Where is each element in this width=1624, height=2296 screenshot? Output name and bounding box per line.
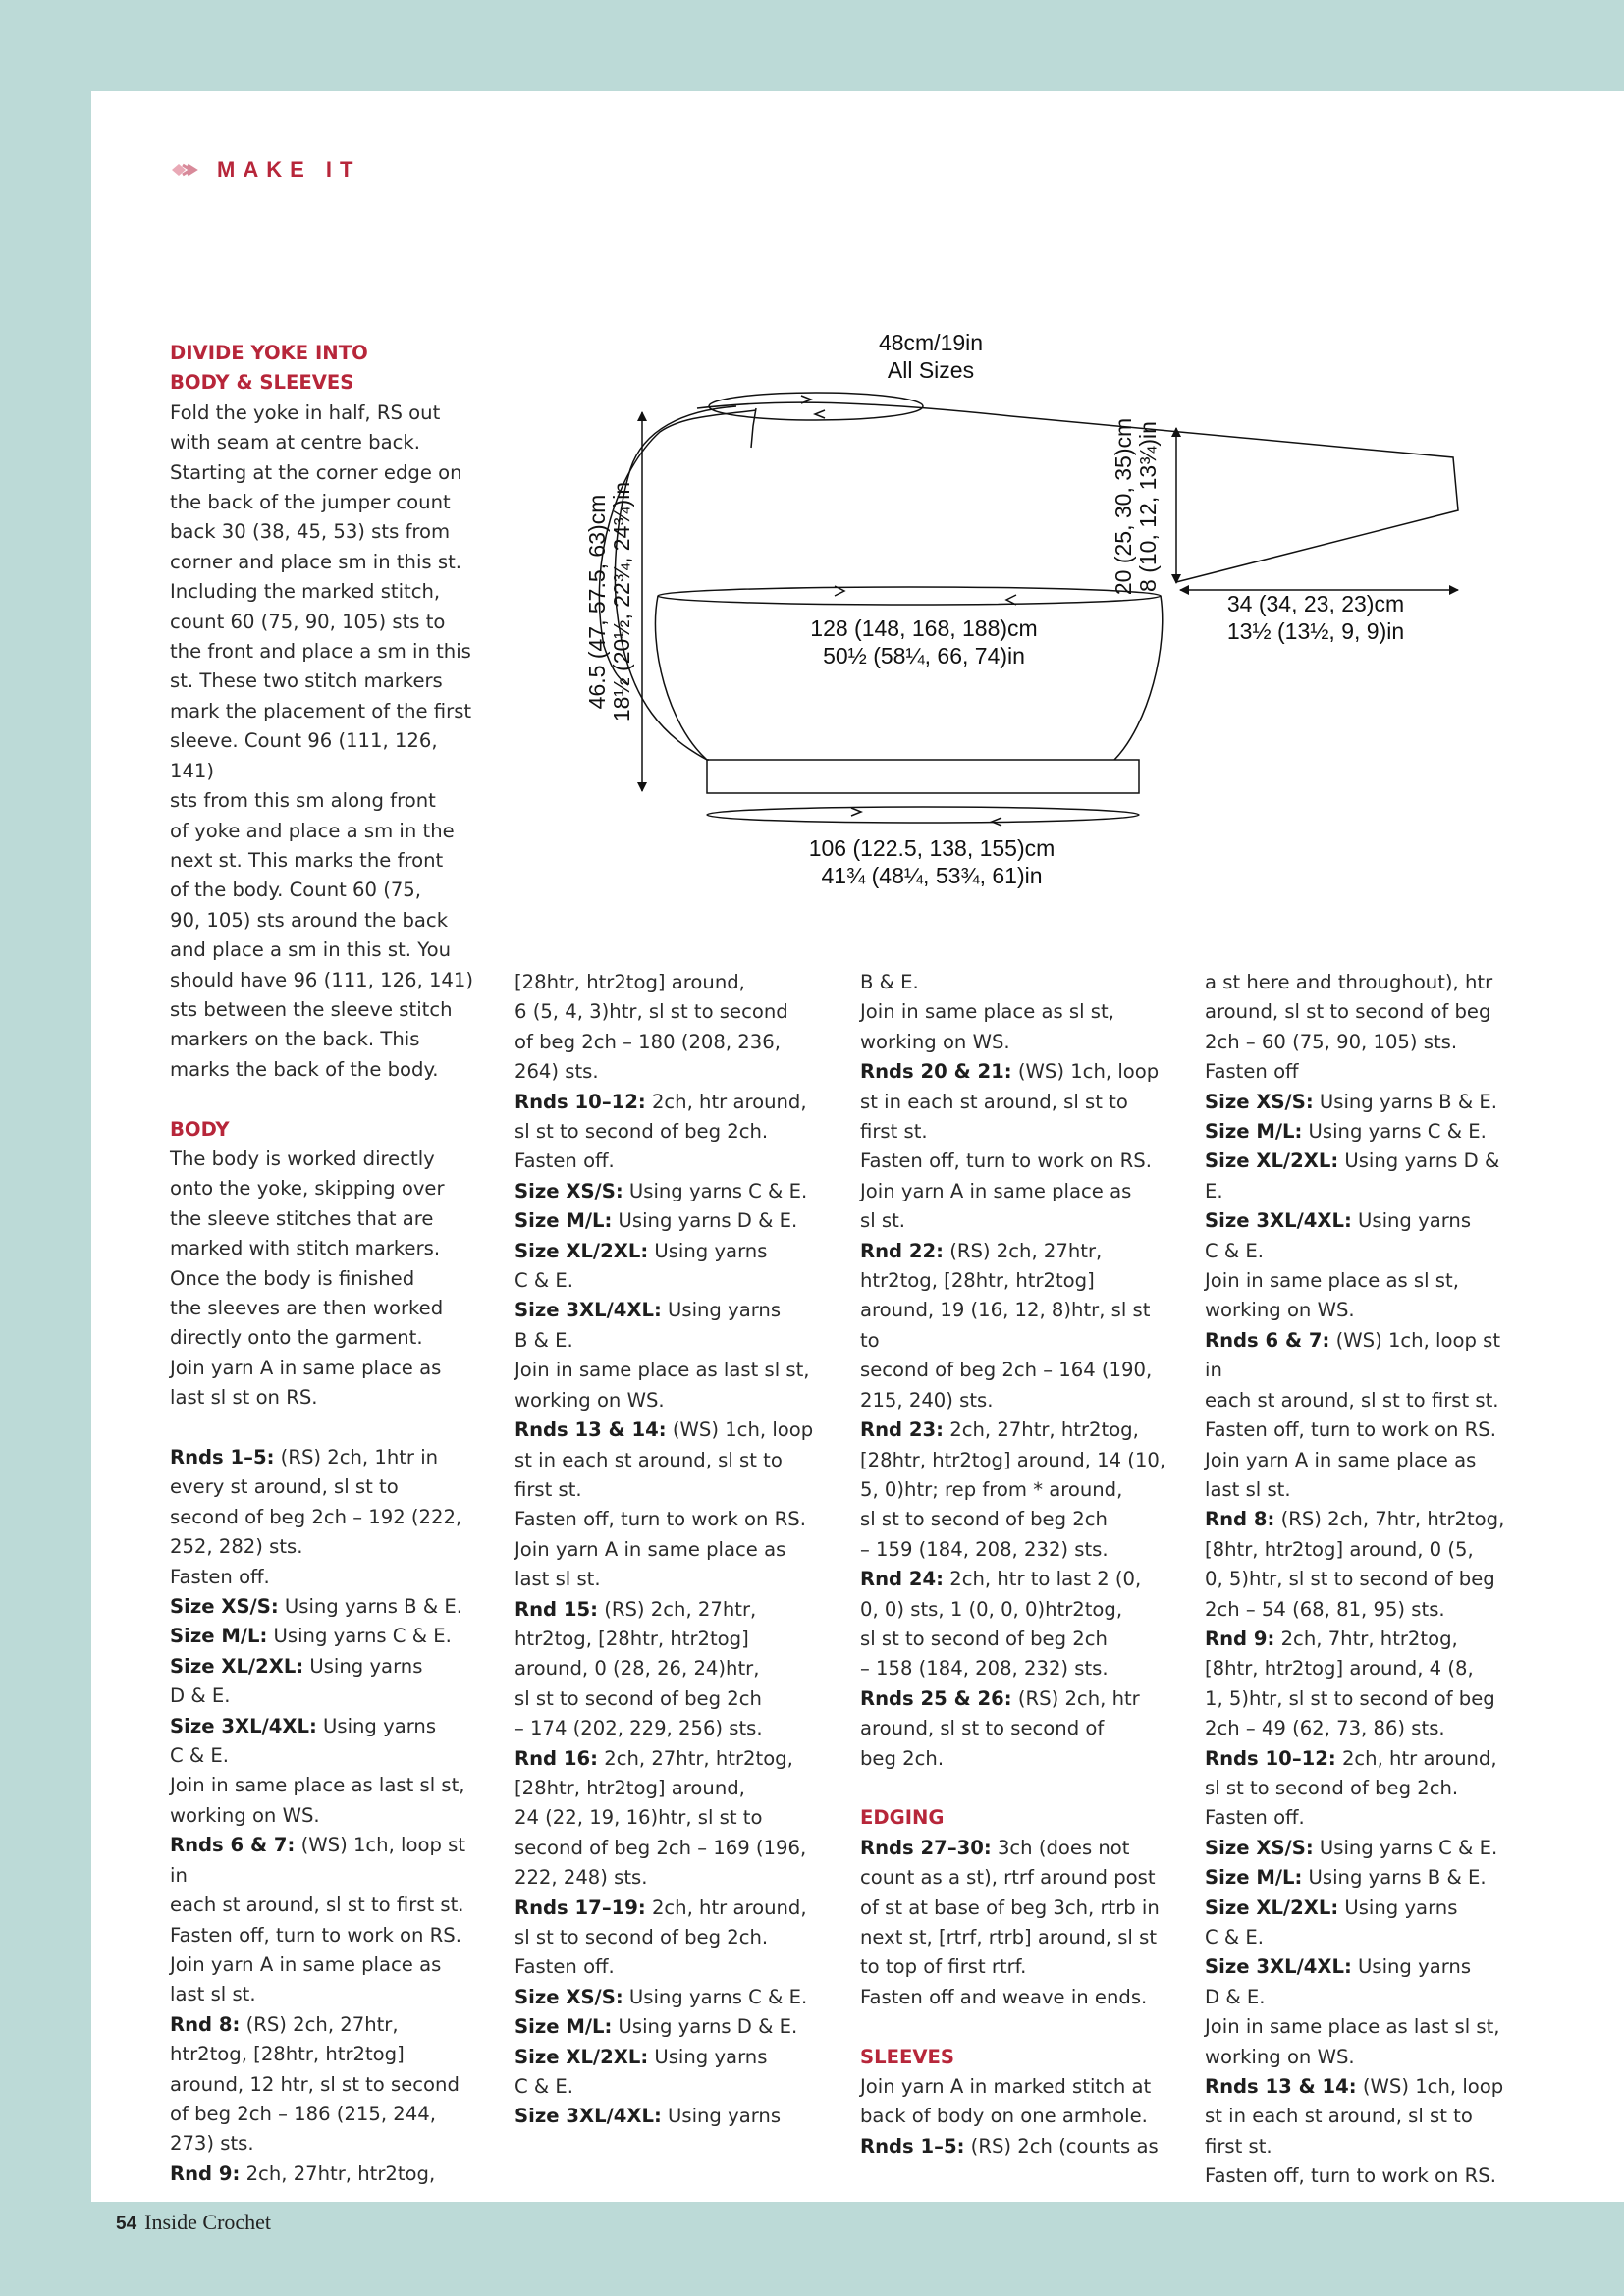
pattern-line (514, 2043, 829, 2072)
section-header (172, 155, 360, 185)
pattern-line: sl st to second of beg 2ch. (1205, 1776, 1459, 1799)
instruction-label: Size XL/2XL: (1205, 1149, 1339, 1173)
pattern-line: the sleeve stitches that are (170, 1206, 434, 1230)
instruction-label: Rnd 8: (170, 2012, 241, 2036)
instruction-label: Size 3XL/4XL: (170, 1714, 317, 1737)
pattern-line: every st around, sl st to (170, 1475, 399, 1499)
instruction-label: Size XL/2XL: (1205, 1896, 1339, 1919)
pattern-line (514, 1177, 829, 1206)
pattern-line: working on WS. (860, 1030, 1010, 1053)
pattern-line: Including the marked stitch, (170, 580, 441, 604)
pattern-line: htr2tog, [28htr, htr2tog] (860, 1269, 1095, 1293)
pattern-line: Fasten off. (1205, 1806, 1305, 1830)
double-arrow-icon (172, 162, 201, 178)
pattern-line: 1, 5)htr, sl st to second of beg (1205, 1686, 1495, 1710)
instruction-label: Size 3XL/4XL: (514, 2105, 662, 2128)
instruction-label: Rnds 13 & 14: (1205, 2075, 1357, 2099)
pattern-line: 215, 240) sts. (860, 1388, 994, 1412)
pattern-line: around, 0 (28, 26, 24)htr, (514, 1657, 760, 1681)
spacer (170, 1414, 476, 1443)
jumper-schematic (550, 322, 1473, 896)
pattern-line: working on WS. (1205, 1299, 1355, 1322)
pattern-line: htr2tog, [28htr, htr2tog] (514, 1627, 749, 1650)
pattern-line (860, 1834, 1166, 1863)
pattern-line: marked with stitch markers. (170, 1237, 441, 1260)
pattern-line (1205, 1088, 1511, 1117)
instruction-label: Rnds 13 & 14: (514, 1418, 667, 1442)
sleeve-label-cm: 34 (34, 23, 23)cm (1226, 591, 1405, 616)
instruction-label: Rnd 9: (170, 2162, 241, 2185)
instruction-text: (RS) 2ch, 27htr, (598, 1597, 757, 1621)
pattern-line: Fasten off, turn to work on RS. (170, 1923, 461, 1947)
pattern-line: next st. This marks the front (170, 848, 444, 872)
pattern-line: last sl st on RS. (170, 1386, 318, 1410)
pattern-line: onto the yoke, skipping over (170, 1177, 445, 1201)
pattern-line: sts between the sleeve stitch (170, 997, 453, 1021)
pattern-line: around, sl st to second of (860, 1717, 1105, 1740)
pattern-line: corner and place sm in this st. (170, 550, 461, 573)
pattern-line: directly onto the garment. (170, 1326, 423, 1350)
pattern-line (514, 1595, 829, 1625)
instruction-label: Size 3XL/4XL: (1205, 1955, 1352, 1979)
instruction-label: Size M/L: (170, 1625, 268, 1648)
length-label-cm: 46.5 (47, 57.5, 63)cm (584, 494, 610, 710)
instruction-text: 2ch, htr to last 2 (0, (944, 1568, 1142, 1591)
pattern-line: 24 (22, 19, 16)htr, sl st to (514, 1806, 763, 1830)
hem-label-cm: 106 (122.5, 138, 155)cm (808, 835, 1056, 861)
neck-label-1: 48cm/19in (878, 330, 984, 355)
pattern-line (514, 1894, 829, 1923)
instruction-text: 2ch, 27htr, htr2tog, (240, 2162, 436, 2185)
pattern-line (1205, 1147, 1511, 1206)
magazine-name: Inside Crochet (144, 2210, 272, 2234)
pattern-line: C & E. (170, 1744, 230, 1768)
sleeve-label-in: 13½ (13½, 9, 9)in (1226, 618, 1405, 644)
pattern-line (1205, 1206, 1511, 1236)
pattern-line: and place a sm in this st. You (170, 938, 451, 962)
pattern-line (860, 1057, 1166, 1087)
pattern-line: last sl st. (1205, 1477, 1291, 1501)
pattern-line: D & E. (170, 1684, 231, 1708)
pattern-line (170, 1831, 476, 1891)
pattern-line: B & E. (514, 1328, 573, 1352)
pattern-line (170, 1622, 476, 1651)
pattern-line (514, 2012, 829, 2042)
instruction-text: Using yarns C & E. (267, 1625, 452, 1648)
pattern-line (1205, 1744, 1511, 1774)
pattern-line (514, 1296, 829, 1325)
instruction-text: 2ch, 27htr, htr2tog, (944, 1418, 1139, 1442)
instruction-text: 3ch (does not (991, 1836, 1130, 1859)
instruction-label: Size 3XL/4XL: (514, 1299, 662, 1322)
pattern-line: markers on the back. This (170, 1028, 420, 1051)
instruction-label: Rnds 6 & 7: (1205, 1328, 1330, 1352)
spacer (860, 1774, 1166, 1803)
instruction-text: 2ch, htr around, (1335, 1746, 1497, 1770)
instruction-text: Using yarns D & E. (612, 2015, 798, 2039)
pattern-line: second of beg 2ch – 169 (196, (514, 1836, 807, 1859)
instruction-label: Rnds 20 & 21: (860, 1060, 1012, 1084)
pattern-line (514, 2102, 829, 2131)
armhole-label-in: 8 (10, 12, 13¾)in (1135, 421, 1161, 592)
pattern-line: st in each st around, sl st to (514, 1448, 783, 1471)
pattern-line: st in each st around, sl st to (1205, 2105, 1473, 2128)
pattern-line: Join in same place as last sl st, (514, 1359, 810, 1382)
pattern-line: beg 2ch. (860, 1746, 945, 1770)
pattern-line: – 159 (184, 208, 232) sts. (860, 1537, 1109, 1561)
pattern-line: second of beg 2ch – 192 (222, (170, 1505, 462, 1528)
pattern-line: of beg 2ch – 180 (208, 236, (514, 1030, 781, 1053)
pattern-line (514, 1206, 829, 1236)
pattern-line (1205, 1117, 1511, 1147)
pattern-line (1205, 1894, 1511, 1923)
pattern-line: last sl st. (514, 1568, 601, 1591)
pattern-line: htr2tog, [28htr, htr2tog] (170, 2043, 405, 2066)
instruction-label: Size M/L: (1205, 1866, 1303, 1890)
pattern-line: working on WS. (514, 1388, 665, 1412)
pattern-line (170, 1592, 476, 1622)
pattern-line: Fasten off and weave in ends. (860, 1985, 1148, 2008)
pattern-line: [28htr, htr2tog] around, (514, 971, 745, 993)
instruction-label: Rnd 22: (860, 1239, 944, 1262)
instruction-text: (RS) 2ch, htr (1011, 1686, 1140, 1710)
instruction-label: Rnds 25 & 26: (860, 1686, 1012, 1710)
instruction-label: Size M/L: (1205, 1120, 1303, 1144)
instruction-label: Rnd 9: (1205, 1627, 1275, 1650)
instruction-label: Rnds 1–5: (860, 2134, 965, 2158)
pattern-line: each st around, sl st to first st. (1205, 1388, 1499, 1412)
pattern-line (170, 2010, 476, 2040)
pattern-line: Fasten off, turn to work on RS. (1205, 2164, 1496, 2188)
instruction-label: Size XS/S: (514, 1985, 623, 2008)
pattern-line (170, 1652, 476, 1682)
instruction-text: (WS) 1ch, loop (1356, 2075, 1504, 2099)
pattern-line: [28htr, htr2tog] around, (514, 1776, 745, 1799)
pattern-line: 0, 5)htr, sl st to second of beg (1205, 1568, 1495, 1591)
instruction-label: Size XS/S: (170, 1595, 279, 1619)
pattern-line: Fasten off, turn to work on RS. (514, 1508, 806, 1531)
instruction-text: (WS) 1ch, loop st in (1205, 1328, 1501, 1382)
pattern-line: B & E. (860, 971, 919, 993)
instruction-text: Using yarns B & E. (278, 1595, 462, 1619)
text-column-2 (514, 968, 829, 2132)
instruction-text: Using yarns (648, 1239, 768, 1262)
instruction-text: Using yarns (1351, 1955, 1472, 1979)
instruction-text: (WS) 1ch, loop (666, 1418, 814, 1442)
instruction-label: Size XS/S: (1205, 1836, 1314, 1859)
pattern-line: working on WS. (1205, 2045, 1355, 2068)
pattern-line: 2ch – 49 (62, 73, 86) sts. (1205, 1717, 1445, 1740)
instruction-text: (RS) 2ch (counts as (964, 2134, 1159, 2158)
instruction-text: Using yarns (1351, 1209, 1472, 1233)
pattern-line: C & E. (1205, 1239, 1265, 1262)
instruction-text: (WS) 1ch, loop (1011, 1060, 1160, 1084)
pattern-line: Once the body is finished (170, 1266, 415, 1290)
instruction-label: Rnd 23: (860, 1418, 944, 1442)
pattern-line: sl st. (860, 1209, 905, 1233)
pattern-line: marks the back of the body. (170, 1057, 439, 1081)
pattern-line: Join in same place as sl st, (1205, 1269, 1459, 1293)
pattern-line: Join yarn A in same place as (514, 1537, 786, 1561)
instruction-label: Size M/L: (514, 1209, 613, 1233)
section-heading: EDGING (860, 1806, 945, 1830)
instruction-text: Using yarns C & E. (1302, 1120, 1487, 1144)
page-footer (116, 2210, 271, 2235)
pattern-line (1205, 1834, 1511, 1863)
pattern-line (170, 1712, 476, 1741)
pattern-line: Join in same place as sl st, (860, 1000, 1114, 1024)
pattern-line: count as a st), rtrf around post (860, 1866, 1156, 1890)
pattern-line (1205, 1326, 1511, 1386)
pattern-line: sleeve. Count 96 (111, 126, 141) (170, 729, 438, 782)
text-column-4 (1205, 968, 1511, 2192)
neck-label-2: All Sizes (887, 357, 975, 383)
pattern-line: D & E. (1205, 1985, 1266, 2008)
pattern-line: of beg 2ch – 186 (215, 244, (170, 2102, 436, 2125)
pattern-line: with seam at centre back. (170, 431, 420, 454)
pattern-line: the sleeves are then worked (170, 1296, 444, 1319)
pattern-line: sl st to second of beg 2ch. (514, 1120, 769, 1144)
instruction-text: Using yarns B & E. (1302, 1866, 1487, 1890)
pattern-line: Join yarn A in same place as (1205, 1448, 1477, 1471)
pattern-line: sts from this sm along front (170, 789, 436, 813)
pattern-line: count 60 (75, 90, 105) sts to (170, 610, 446, 633)
instruction-label: Size XS/S: (514, 1179, 623, 1202)
instruction-text: (RS) 2ch, 27htr, (240, 2012, 399, 2036)
pattern-line: first st. (860, 1120, 928, 1144)
pattern-line: 273) sts. (170, 2132, 254, 2156)
pattern-line: each st around, sl st to first st. (170, 1894, 464, 1917)
instruction-label: Size XS/S: (1205, 1090, 1314, 1113)
instruction-label: Rnds 17–19: (514, 1896, 646, 1919)
section-heading: DIVIDE YOKE INTO (170, 342, 368, 364)
text-column-1 (170, 339, 476, 2189)
instruction-text: Using yarns (661, 1299, 782, 1322)
pattern-line: st in each st around, sl st to (860, 1090, 1128, 1113)
pattern-line: sl st to second of beg 2ch (860, 1508, 1108, 1531)
instruction-text: Using yarns C & E. (1313, 1836, 1498, 1859)
pattern-line: 0, 0) sts, 1 (0, 0, 0)htr2tog, (860, 1597, 1123, 1621)
instruction-text: Using yarns C & E. (623, 1985, 808, 2008)
instruction-text: (WS) 1ch, loop st in (170, 1834, 466, 1887)
instruction-text: 2ch, 7htr, htr2tog, (1274, 1627, 1458, 1650)
spacer (170, 1085, 476, 1114)
section-heading: SLEEVES (860, 2045, 955, 2068)
pattern-line (514, 1088, 829, 1117)
pattern-line: 252, 282) sts. (170, 1535, 303, 1559)
pattern-line: sl st to second of beg 2ch (860, 1627, 1108, 1650)
instruction-label: Size 3XL/4XL: (1205, 1209, 1352, 1233)
pattern-line: of the body. Count 60 (75, (170, 879, 421, 902)
pattern-line (1205, 1952, 1511, 1982)
pattern-line: Join in same place as last sl st, (1205, 2015, 1500, 2039)
pattern-line: Fasten off (1205, 1060, 1299, 1084)
pattern-line: back of body on one armhole. (860, 2105, 1148, 2128)
pattern-line: around, sl st to second of beg (1205, 1000, 1491, 1024)
pattern-line (860, 1415, 1166, 1445)
chest-label-in: 50½ (58¼, 66, 74)in (823, 643, 1025, 668)
pattern-line: first st. (514, 1477, 582, 1501)
instruction-label: Rnd 15: (514, 1597, 598, 1621)
instruction-text: Using yarns (316, 1714, 437, 1737)
pattern-line: Join yarn A in same place as (860, 1179, 1132, 1202)
pattern-line: the back of the jumper count (170, 491, 451, 514)
pattern-line: Fasten off, turn to work on RS. (860, 1149, 1152, 1173)
pattern-line: the front and place a sm in this (170, 640, 471, 664)
instruction-text: 2ch, 27htr, htr2tog, (598, 1746, 793, 1770)
instruction-label: Rnd 8: (1205, 1508, 1275, 1531)
pattern-line (514, 1744, 829, 1774)
pattern-line: Fasten off. (170, 1565, 270, 1588)
instruction-text: Using yarns (303, 1654, 423, 1678)
pattern-line: working on WS. (170, 1803, 320, 1827)
pattern-line: 264) sts. (514, 1060, 599, 1084)
pattern-line: Join in same place as last sl st, (170, 1774, 465, 1797)
pattern-line: st. These two stitch markers (170, 669, 443, 693)
pattern-line: 5, 0)htr; rep from * around, (860, 1477, 1123, 1501)
hem-label-in: 41¾ (48¼, 53¾, 61)in (821, 863, 1043, 888)
instruction-label: Size XL/2XL: (514, 1239, 649, 1262)
instruction-label: Rnds 10–12: (1205, 1746, 1336, 1770)
pattern-line: C & E. (514, 2075, 574, 2099)
pattern-line: back 30 (38, 45, 53) sts from (170, 520, 451, 544)
instruction-text: (RS) 2ch, 7htr, htr2tog, (1274, 1508, 1505, 1531)
instruction-text: 2ch, htr around, (645, 1090, 807, 1113)
instruction-label: Rnds 10–12: (514, 1090, 646, 1113)
armhole-label-cm: 20 (25, 30, 35)cm (1110, 417, 1136, 596)
instruction-label: Rnd 16: (514, 1746, 598, 1770)
pattern-line (1205, 2072, 1511, 2102)
instruction-text: (RS) 2ch, 27htr, (944, 1239, 1103, 1262)
pattern-line: of yoke and place a sm in the (170, 819, 455, 842)
pattern-line: mark the placement of the first (170, 699, 472, 722)
instruction-label: Size M/L: (514, 2015, 613, 2039)
pattern-line: sl st to second of beg 2ch. (514, 1926, 769, 1949)
pattern-line (514, 1237, 829, 1266)
text-column-3 (860, 968, 1166, 2162)
instruction-text: Using yarns (1338, 1896, 1458, 1919)
pattern-line (170, 2160, 476, 2189)
pattern-line: sl st to second of beg 2ch (514, 1686, 762, 1710)
pattern-line (860, 1684, 1166, 1714)
pattern-line: C & E. (514, 1269, 574, 1293)
pattern-line: Starting at the corner edge on (170, 460, 462, 484)
pattern-line: 90, 105) sts around the back (170, 908, 449, 932)
pattern-line: – 174 (202, 229, 256) sts. (514, 1717, 763, 1740)
pattern-line: 2ch – 54 (68, 81, 95) sts. (1205, 1597, 1445, 1621)
pattern-line: Join yarn A in same place as (170, 1952, 442, 1976)
length-label-in: 18½ (20½, 22¾, 24¾)in (609, 481, 634, 722)
pattern-line: second of beg 2ch – 164 (190, (860, 1359, 1153, 1382)
pattern-line (1205, 1625, 1511, 1654)
pattern-line: [8htr, htr2tog] around, 0 (5, (1205, 1537, 1474, 1561)
chest-label-cm: 128 (148, 168, 188)cm (810, 615, 1038, 641)
pattern-line: Fasten off, turn to work on RS. (1205, 1418, 1496, 1442)
pattern-line (1205, 1863, 1511, 1893)
pattern-line: Join yarn A in marked stitch at (860, 2075, 1152, 2098)
instruction-label: Size XL/2XL: (514, 2045, 649, 2068)
pattern-line: next st, [rtrf, rtrb] around, sl st (860, 1925, 1157, 1949)
pattern-line: 222, 248) sts. (514, 1866, 648, 1890)
pattern-line (1205, 1505, 1511, 1534)
pattern-line: to top of first rtrf. (860, 1955, 1027, 1979)
section-title: MAKE IT (217, 157, 361, 182)
section-heading: BODY (170, 1117, 230, 1141)
pattern-line (860, 2132, 1166, 2162)
instruction-text: (RS) 2ch, 1htr in (274, 1446, 439, 1468)
pattern-line: 6 (5, 4, 3)htr, sl st to second (514, 1000, 788, 1024)
instruction-text: Using yarns (661, 2105, 782, 2128)
pattern-line: around, 12 htr, sl st to second (170, 2072, 460, 2096)
pattern-line: a st here and throughout), htr (1205, 971, 1493, 993)
instruction-label: Size XL/2XL: (170, 1654, 304, 1678)
pattern-line: [28htr, htr2tog] around, 14 (10, (860, 1448, 1166, 1471)
section-heading: BODY & SLEEVES (170, 371, 354, 395)
pattern-line: Fold the yoke in half, RS out (170, 400, 441, 424)
pattern-line: The body is worked directly (170, 1147, 435, 1170)
pattern-line: 2ch – 60 (75, 90, 105) sts. (1205, 1030, 1458, 1053)
pattern-line (170, 1443, 476, 1472)
pattern-line (860, 1565, 1166, 1594)
pattern-line: Fasten off. (514, 1149, 615, 1173)
instruction-text: Using yarns D & E. (612, 1209, 798, 1233)
pattern-line: Join yarn A in same place as (170, 1356, 442, 1379)
pattern-line: last sl st. (170, 1983, 256, 2006)
pattern-line: [8htr, htr2tog] around, 4 (8, (1205, 1657, 1474, 1681)
pattern-line: first st. (1205, 2134, 1272, 2158)
instruction-label: Rnd 24: (860, 1568, 944, 1591)
pattern-line (860, 1237, 1166, 1266)
pattern-line: – 158 (184, 208, 232) sts. (860, 1657, 1109, 1681)
page-number: 54 (116, 2214, 137, 2234)
instruction-label: Rnds 27–30: (860, 1836, 992, 1859)
pattern-line: of st at base of beg 3ch, rtrb in (860, 1896, 1160, 1919)
pattern-line: C & E. (1205, 1926, 1265, 1949)
pattern-line: around, 19 (16, 12, 8)htr, sl st to (860, 1299, 1151, 1352)
pattern-line (514, 1415, 829, 1445)
instruction-text: Using yarns (648, 2045, 768, 2068)
instruction-text: Using yarns B & E. (1313, 1090, 1497, 1113)
instruction-label: Rnds 6 & 7: (170, 1834, 296, 1857)
instruction-label: Rnds 1–5: (170, 1446, 275, 1468)
pattern-line: should have 96 (111, 126, 141) (170, 968, 474, 991)
pattern-line: Fasten off. (514, 1955, 615, 1979)
instruction-text: 2ch, htr around, (645, 1896, 807, 1919)
spacer (860, 2012, 1166, 2042)
pattern-line (514, 1983, 829, 2012)
instruction-text: Using yarns D & E. (1205, 1149, 1500, 1202)
instruction-text: Using yarns C & E. (623, 1179, 808, 1202)
